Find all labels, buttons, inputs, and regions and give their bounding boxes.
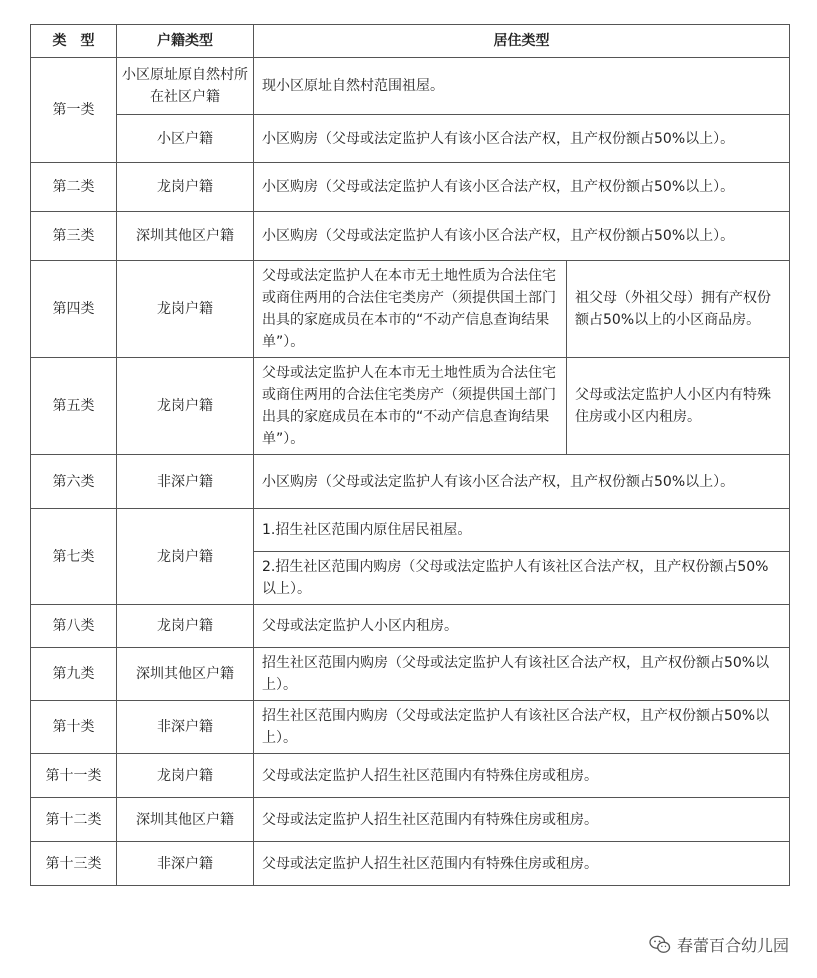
table-row (31, 455, 790, 509)
category-type: 第十三类 (31, 842, 117, 886)
hukou-type: 非深户籍 (117, 455, 254, 509)
hukou-type: 龙岗户籍 (117, 358, 254, 455)
category-type: 第六类 (31, 455, 117, 509)
watermark-text: 春蕾百合幼儿园 (676, 936, 789, 955)
category-type: 第三类 (31, 212, 117, 261)
enrollment-category-table (30, 24, 790, 886)
residence-type-b: 父母或法定监护人小区内有特殊住房或小区内租房。 (567, 358, 790, 455)
residence-type: 招生社区范围内购房（父母或法定监护人有该社区合法产权，且产权份额占50%以上）。 (254, 701, 790, 754)
table-row (31, 701, 790, 754)
category-type: 第十类 (31, 701, 117, 754)
hukou-type: 非深户籍 (117, 701, 254, 754)
hukou-type: 龙岗户籍 (117, 163, 254, 212)
table-row (31, 163, 790, 212)
hukou-type: 小区原址原自然村所在社区户籍 (117, 58, 254, 115)
table-row (31, 358, 790, 455)
residence-type-a: 父母或法定监护人在本市无土地性质为合法住宅或商住两用的合法住宅类房产（须提供国土部门出具的家庭成员在本市的“不动产信息查询结果单”）。 (254, 358, 567, 455)
hukou-type: 龙岗户籍 (117, 509, 254, 605)
hukou-type: 小区户籍 (117, 115, 254, 163)
hukou-type: 深圳其他区户籍 (117, 212, 254, 261)
residence-type-a: 父母或法定监护人在本市无土地性质为合法住宅或商住两用的合法住宅类房产（须提供国土部门出具的家庭成员在本市的“不动产信息查询结果单”）。 (254, 261, 567, 358)
residence-type: 1.招生社区范围内原住居民祖屋。 (254, 509, 790, 552)
table-row (31, 798, 790, 842)
table-row (31, 605, 790, 648)
table-row (31, 261, 790, 358)
header-residence: 居住类型 (254, 25, 790, 58)
residence-type: 小区购房（父母或法定监护人有该小区合法产权，且产权份额占50%以上）。 (254, 115, 790, 163)
hukou-type: 非深户籍 (117, 842, 254, 886)
category-type: 第九类 (31, 648, 117, 701)
hukou-type: 龙岗户籍 (117, 754, 254, 798)
residence-type: 小区购房（父母或法定监护人有该小区合法产权，且产权份额占50%以上）。 (254, 455, 790, 509)
residence-type-b: 祖父母（外祖父母）拥有产权份额占50%以上的小区商品房。 (567, 261, 790, 358)
residence-type: 现小区原址自然村范围祖屋。 (254, 58, 790, 115)
category-type: 第十一类 (31, 754, 117, 798)
residence-type: 父母或法定监护人招生社区范围内有特殊住房或租房。 (254, 754, 790, 798)
hukou-type: 深圳其他区户籍 (117, 648, 254, 701)
category-type: 第十二类 (31, 798, 117, 842)
table-row (31, 58, 790, 115)
wechat-icon (649, 935, 671, 955)
residence-type: 父母或法定监护人小区内租房。 (254, 605, 790, 648)
residence-type: 小区购房（父母或法定监护人有该小区合法产权，且产权份额占50%以上）。 (254, 212, 790, 261)
residence-type: 父母或法定监护人招生社区范围内有特殊住房或租房。 (254, 798, 790, 842)
category-type: 第二类 (31, 163, 117, 212)
residence-type: 招生社区范围内购房（父母或法定监护人有该社区合法产权，且产权份额占50%以上）。 (254, 648, 790, 701)
table-row (31, 842, 790, 886)
table-row (31, 509, 790, 552)
residence-type: 2.招生社区范围内购房（父母或法定监护人有该社区合法产权，且产权份额占50%以上）。 (254, 552, 790, 605)
category-type: 第七类 (31, 509, 117, 605)
table-row (31, 115, 790, 163)
table-row (31, 648, 790, 701)
category-type: 第五类 (31, 358, 117, 455)
table-row (31, 754, 790, 798)
hukou-type: 龙岗户籍 (117, 605, 254, 648)
header-hukou: 户籍类型 (117, 25, 254, 58)
table-header-row (31, 25, 790, 58)
category-type: 第四类 (31, 261, 117, 358)
header-type: 类 型 (31, 25, 117, 58)
category-type: 第一类 (31, 58, 117, 163)
hukou-type: 深圳其他区户籍 (117, 798, 254, 842)
residence-type: 父母或法定监护人招生社区范围内有特殊住房或租房。 (254, 842, 790, 886)
category-type: 第八类 (31, 605, 117, 648)
wechat-watermark (649, 933, 789, 956)
residence-type: 小区购房（父母或法定监护人有该小区合法产权，且产权份额占50%以上）。 (254, 163, 790, 212)
hukou-type: 龙岗户籍 (117, 261, 254, 358)
table-row (31, 212, 790, 261)
